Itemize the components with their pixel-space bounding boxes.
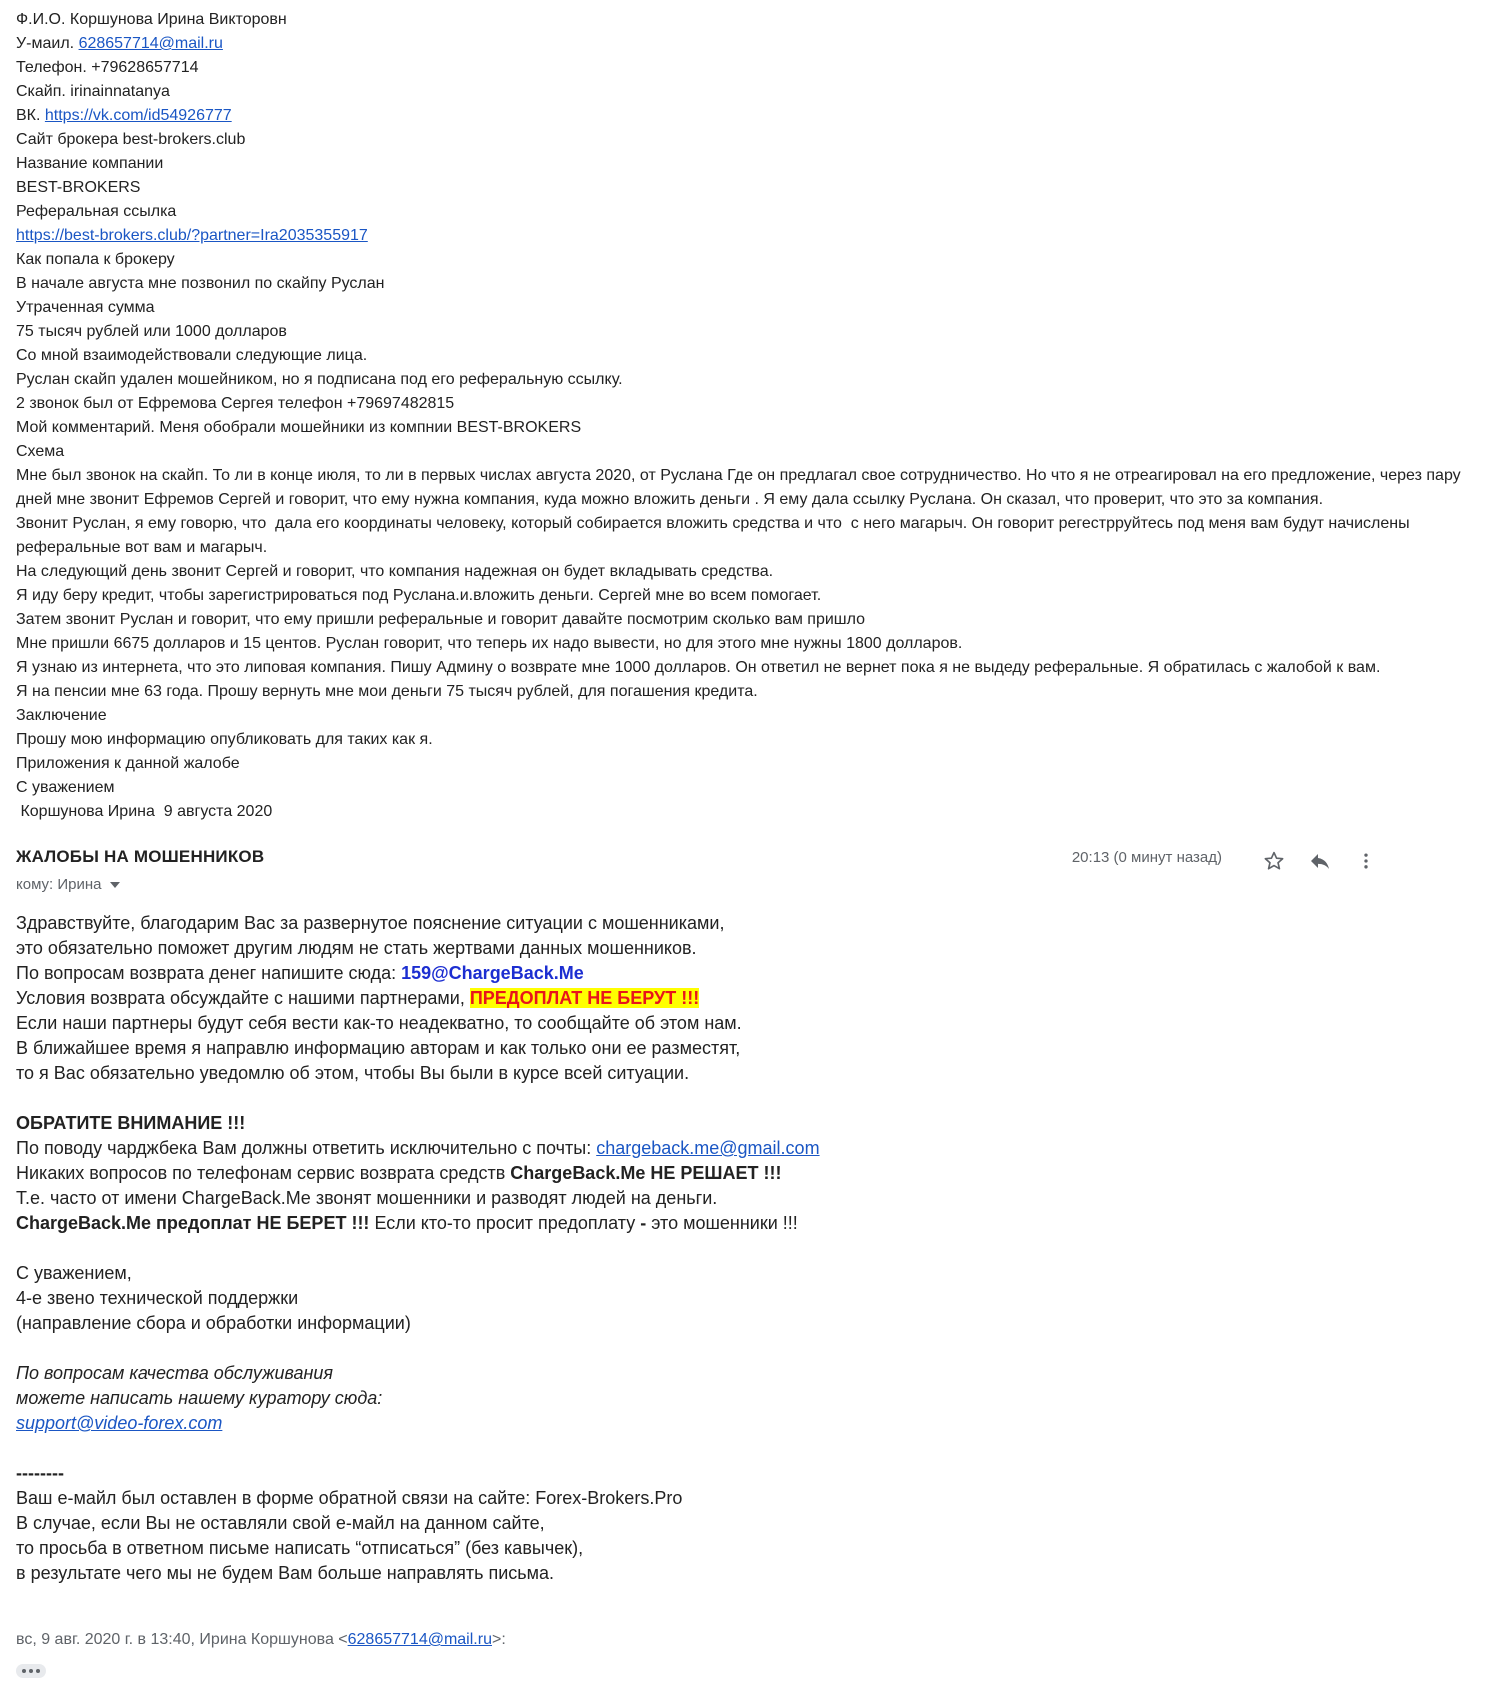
star-icon[interactable] (1260, 847, 1288, 875)
quoted-line: С уважением (16, 779, 115, 796)
body-text: В случае, если Вы не оставляли свой e-майл на данном сайте, (16, 1513, 545, 1533)
body-line (16, 1161, 1116, 1186)
chevron-down-icon[interactable] (110, 882, 120, 888)
quoted-line: Как попала к брокеру (16, 251, 175, 268)
quoted-link[interactable]: https://best-brokers.club/?partner=Ira2035355917 (16, 227, 368, 244)
body-text: - (640, 1213, 647, 1233)
body-text: По вопросам качества обслуживания (16, 1363, 334, 1383)
body-text: 159@ChargeBack.Me (401, 963, 584, 983)
quoted-line: Звонит Руслан, я ему говорю, что дала его координаты человеку, который собирается вложить средства и что с него магарыч. Он говорит регестрруйтесь под меня вам будут начислены реферальные вот вам и магарыч. (16, 515, 1415, 556)
body-line (16, 1486, 1116, 1511)
quoted-line: Реферальная ссылка (16, 203, 177, 220)
quoted-line: Руслан скайп удален мошейником, но я подписана под его реферальную ссылку. (16, 371, 623, 388)
quoted-line: Схема (16, 443, 65, 460)
body-line (16, 1261, 1116, 1286)
quoted-link[interactable]: https://vk.com/id54926777 (44, 107, 232, 124)
body-text: в результате чего мы не будем Вам больше направлять письма. (16, 1563, 555, 1583)
body-line (16, 1061, 1116, 1086)
quoted-message (16, 8, 1486, 824)
quoted-line: Заключение (16, 707, 107, 724)
body-line (16, 1286, 1116, 1311)
quoted-line: Телефон. +79628657714 (16, 59, 199, 76)
body-text: Если наши партнеры будут себя вести как-то неадекватно, то сообщайте об этом нам. (16, 1013, 742, 1033)
body-text: это обязательно поможет другим людям не стать жертвами данных мошенников. (16, 938, 697, 958)
body-line (16, 911, 1116, 936)
body-line (16, 1461, 1116, 1486)
quote-attribution (16, 1631, 506, 1649)
body-text: По вопросам возврата денег напишите сюда: (16, 963, 402, 983)
quoted-line: Сайт брокера best-brokers.club (16, 131, 246, 148)
email-timestamp: 20:13 (0 минут назад) (1071, 849, 1222, 866)
body-text: можете написать нашему куратору сюда: (16, 1388, 383, 1408)
body-line (16, 1011, 1116, 1036)
more-vert-icon[interactable] (1352, 847, 1380, 875)
body-text: Т.е. часто от имени ChargeBack.Me звонят мошенники и разводят людей на деньги. (16, 1188, 718, 1208)
quoted-line: Мне пришли 6675 долларов и 15 центов. Руслан говорит, что теперь их надо вывести, но для этого мне нужны 1800 долларов. (16, 635, 963, 652)
quoted-line: 75 тысяч рублей или 1000 долларов (16, 323, 287, 340)
warning-highlight: ПРЕДОПЛАТ НЕ БЕРУТ !!! (469, 988, 700, 1008)
body-line (16, 961, 1116, 986)
quoted-line: Прошу мою информацию опубликовать для таких как я. (16, 731, 433, 748)
quoted-line (16, 224, 1486, 248)
body-text: 4-е звено технической поддержки (16, 1288, 299, 1308)
quoted-line: BEST-BROKERS (16, 179, 141, 196)
quoted-link[interactable]: 628657714@mail.ru (78, 35, 223, 52)
quoted-line: Со мной взаимодействовали следующие лица. (16, 347, 368, 364)
body-text: ChargeBack.Me предоплат НЕ БЕРЕТ !!! (16, 1213, 370, 1233)
reply-icon[interactable] (1306, 847, 1334, 875)
quoted-line: Скайп. irinainnatanya (16, 83, 170, 100)
body-text: то просьба в ответном письме написать “отписаться” (без кавычек), (16, 1538, 584, 1558)
body-line (16, 1311, 1116, 1336)
quote-attribution-suffix: >: (491, 1631, 506, 1648)
body-text: то я Вас обязательно уведомлю об этом, чтобы Вы были в курсе всей ситуации. (16, 1063, 690, 1083)
body-line (16, 1186, 1116, 1211)
quoted-line: На следующий день звонит Сергей и говорит, что компания надежная он будет вкладывать средства. (16, 563, 774, 580)
recipient-label: кому: Ирина (16, 876, 102, 893)
show-trimmed-content-button[interactable] (16, 1664, 46, 1678)
blank-line (16, 1236, 1116, 1261)
dot-icon (22, 1669, 26, 1673)
quoted-label: У-маил. (16, 35, 79, 52)
quoted-line: В начале августа мне позвонил по скайпу Руслан (16, 275, 385, 292)
body-text: Никаких вопросов по телефонам сервис возврата средств (16, 1163, 511, 1183)
body-line (16, 1136, 1116, 1161)
email-link[interactable]: chargeback.me@gmail.com (596, 1138, 820, 1158)
quoted-line: Затем звонит Руслан и говорит, что ему пришли реферальные и говорит давайте посмотрим сколько вам пришло (16, 611, 866, 628)
quote-attribution-prefix: вс, 9 авг. 2020 г. в 13:40, Ирина Коршунова < (16, 1631, 348, 1648)
body-text: Если кто-то просит предоплату (369, 1213, 641, 1233)
quoted-line: Коршунова Ирина 9 августа 2020 (16, 803, 273, 820)
quoted-line: Я иду беру кредит, чтобы зарегистрироваться под Руслана.и.вложить деньги. Сергей мне во всем помогает. (16, 587, 822, 604)
email-body (16, 911, 1116, 1586)
recipient-details[interactable] (16, 876, 120, 893)
body-text: С уважением, (16, 1263, 132, 1283)
dot-icon (29, 1669, 33, 1673)
quoted-line: Утраченная сумма (16, 299, 155, 316)
body-line (16, 1036, 1116, 1061)
quoted-line: Название компании (16, 155, 164, 172)
body-line (16, 1536, 1116, 1561)
blank-line (16, 1436, 1116, 1461)
quoted-line: Я на пенсии мне 63 года. Прошу вернуть мне мои деньги 75 тысяч рублей, для погашения кредита. (16, 683, 758, 700)
quoted-line: Приложения к данной жалобе (16, 755, 240, 772)
body-text: (направление сбора и обработки информации) (16, 1313, 411, 1333)
body-line (16, 936, 1116, 961)
email-subject: ЖАЛОБЫ НА МОШЕННИКОВ (16, 847, 265, 866)
quoted-line (16, 104, 1486, 128)
blank-line (16, 1086, 1116, 1111)
quoted-line: Ф.И.О. Коршунова Ирина Викторовн (16, 11, 287, 28)
quoted-line: 2 звонок был от Ефремова Сергея телефон +79697482815 (16, 395, 455, 412)
body-text: ChargeBack.Me НЕ РЕШАЕТ !!! (510, 1163, 782, 1183)
body-line (16, 1411, 1116, 1436)
body-text: Ваш e-майл был оставлен в форме обратной связи на сайте: Forex-Brokers.Pro (16, 1488, 683, 1508)
body-line (16, 986, 1116, 1011)
body-line (16, 1211, 1116, 1236)
body-text: ОБРАТИТЕ ВНИМАНИЕ !!! (16, 1113, 246, 1133)
body-text: -------- (16, 1463, 64, 1483)
quoted-line: Мой комментарий. Меня обобрали мошейники из компнии BEST-BROKERS (16, 419, 582, 436)
email-header (16, 847, 1482, 907)
quoted-line: Мне был звонок на скайп. То ли в конце июля, то ли в первых числах августа 2020, от Руслана Где он предлагал свое сотрудничество. Но что я не отреагировал на его предложение, через пару дней мне звонит Ефремов Сергей и говорит, что ему нужна компания, куда можно вложить деньги . Я ему дала ссылку Руслана. Он сказал, что проверит, что это за компания. (16, 467, 1466, 508)
email-link[interactable]: support@video-forex.com (16, 1413, 223, 1433)
body-text: В ближайшее время я направлю информацию авторам и как только они ее разместят, (16, 1038, 741, 1058)
body-text: Здравствуйте, благодарим Вас за развернутое пояснение ситуации с мошенниками, (16, 913, 725, 933)
blank-line (16, 1336, 1116, 1361)
body-text: Условия возврата обсуждайте с нашими партнерами, (16, 988, 470, 1008)
quoted-label: ВК. (16, 107, 45, 124)
quoted-line (16, 32, 1486, 56)
body-text: По поводу чарджбека Вам должны ответить исключительно с почты: (16, 1138, 597, 1158)
sender-email-link[interactable]: 628657714@mail.ru (347, 1631, 492, 1648)
body-line (16, 1361, 1116, 1386)
body-line (16, 1561, 1116, 1586)
body-line (16, 1511, 1116, 1536)
dot-icon (36, 1669, 40, 1673)
body-line (16, 1111, 1116, 1136)
body-text: это мошенники !!! (646, 1213, 798, 1233)
quoted-line: Я узнаю из интернета, что это липовая компания. Пишу Админу о возврате мне 1000 долларов. Он ответил не вернет пока я не выдеду реферальные. Я обратилась с жалобой к вам. (16, 659, 1381, 676)
body-line (16, 1386, 1116, 1411)
